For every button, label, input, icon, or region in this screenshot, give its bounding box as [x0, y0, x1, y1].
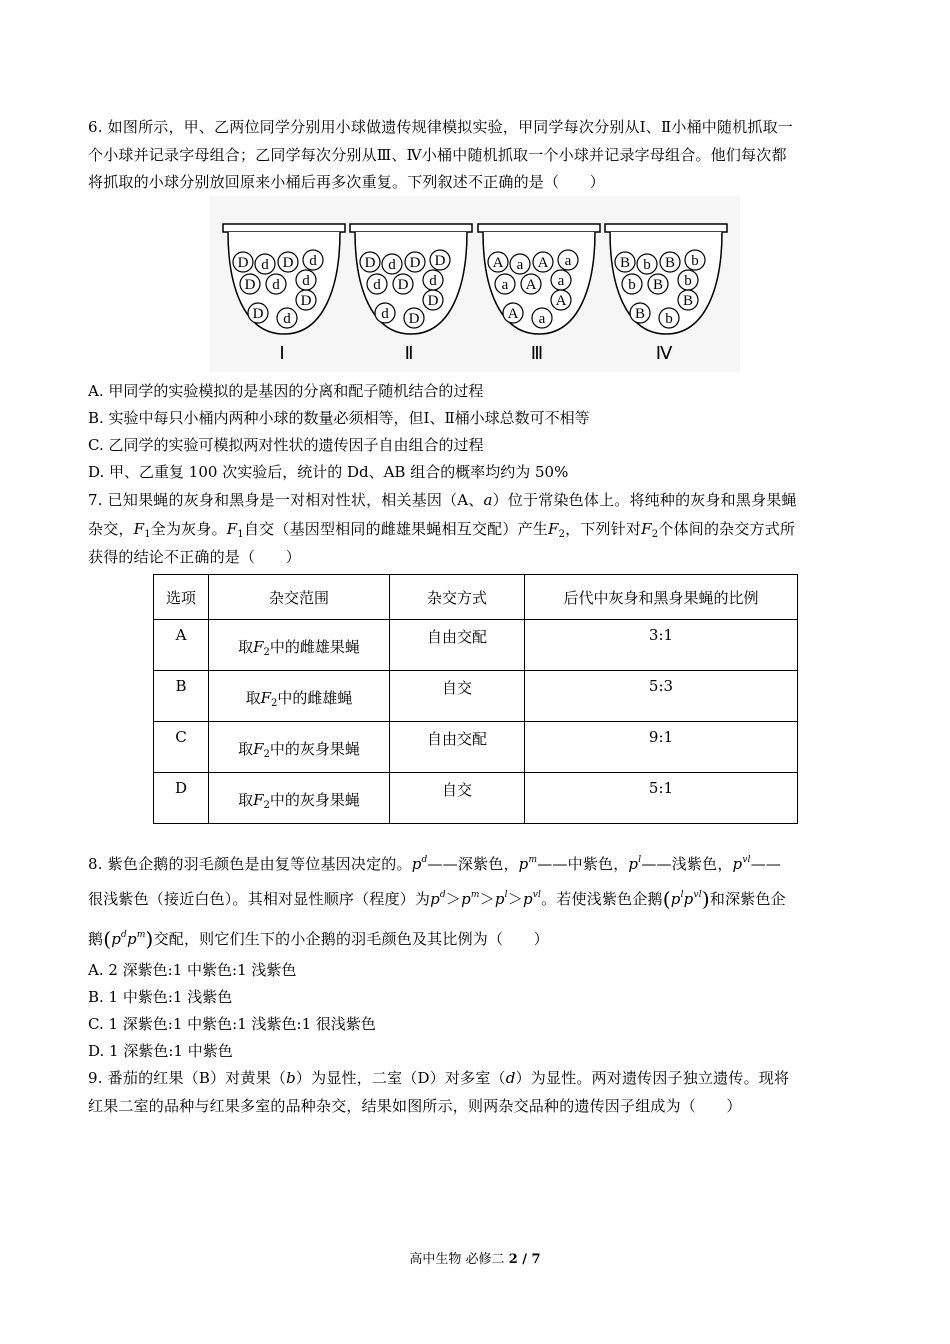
q8-stem-line-1: 8. 紫色企鹅的羽毛颜色是由复等位基因决定的。$p^d——$深紫色，$p^m——$中紫色，$p^l——$浅紫色，$p^{vl}——$: [88, 855, 782, 873]
q6-option-b: B. 实验中每只小桶内两种小球的数量必须相等，但Ⅰ、Ⅱ桶小球总数可不相等: [88, 409, 590, 427]
q7-stem-line-1: 7. 已知果蝇的灰身和黑身是一对相对性状，相关基因（A、a）位于常染色体上。将纯种的灰身和黑身果蝇: [88, 491, 797, 509]
ball-label: b: [691, 253, 699, 269]
ball-label: D: [237, 255, 249, 271]
table-row: [154, 722, 798, 773]
ball-label: d: [261, 257, 269, 273]
q8-option-c: C. 1 深紫色:1 中紫色:1 浅紫色:1 很浅紫色: [88, 1015, 376, 1033]
bucket-rim: [223, 224, 345, 232]
ball-label: d: [429, 273, 437, 289]
ball-label: b: [665, 311, 673, 327]
ball-label: D: [364, 255, 376, 271]
q7-stem-line-3: 获得的结论不正确的是（ ）: [88, 548, 301, 566]
ball-label: b: [643, 257, 651, 273]
ball-label: A: [492, 255, 504, 271]
ball-label: B: [652, 277, 664, 293]
ball-label: D: [434, 253, 446, 269]
table-header: 杂交方式: [390, 575, 525, 620]
ball-label: a: [564, 253, 572, 269]
q8-option-a: A. 2 深紫色:1 中紫色:1 浅紫色: [88, 961, 297, 979]
table-row: [154, 773, 798, 824]
table-header: 选项: [154, 575, 209, 620]
ratio-cell: 5:1: [648, 779, 674, 797]
bucket-rim: [478, 224, 600, 232]
ball-label: d: [302, 273, 310, 289]
range-cell: 取$F_2$中的雌雄蝇: [245, 689, 353, 709]
ball-label: d: [373, 277, 381, 293]
option-cell: B: [175, 677, 187, 695]
option-cell: D: [174, 779, 188, 797]
bucket-rim: [350, 224, 472, 232]
option-cell: A: [175, 626, 187, 644]
bucket-label: Ⅱ: [404, 343, 414, 363]
q9-stem-line-2: 红果二室的品种与红果多室的品种杂交，结果如图所示，则两杂交品种的遗传因子组成为（ ）: [88, 1097, 742, 1115]
ball-label: B: [619, 255, 631, 271]
footer-subject: 高中生物 必修二: [409, 1252, 505, 1267]
ball-label: D: [282, 255, 294, 271]
q6-option-a: A. 甲同学的实验模拟的是基因的分离和配子随机结合的过程: [88, 382, 484, 400]
method-cell: 自交: [441, 781, 472, 799]
table-row: [154, 671, 798, 722]
ball-label: a: [501, 277, 509, 293]
table-header: 杂交范围: [209, 575, 390, 620]
bucket-label: Ⅰ: [279, 343, 285, 363]
ball-label: A: [507, 306, 519, 322]
ball-label: A: [555, 293, 567, 309]
ball-label: B: [664, 255, 676, 271]
table-row: [154, 620, 798, 671]
ratio-cell: 9:1: [648, 728, 674, 746]
ball-label: b: [628, 277, 636, 293]
ratio-cell: 5:3: [648, 677, 674, 695]
q6-option-d: D. 甲、乙重复 100 次实验后，统计的 Dd、AB 组合的概率均约为 50%: [88, 463, 569, 481]
ratio-cell: 3:1: [648, 626, 674, 644]
q6-stem-line-1: 6. 如图所示，甲、乙两位同学分别用小球做遗传规律模拟实验，甲同学每次分别从Ⅰ、Ⅱ小桶中随机抓取一: [88, 118, 794, 136]
ball-label: a: [557, 273, 565, 289]
q7-stem-line-2: 杂交，$F_1$全为灰身。$F_1$自交（基因型相同的雌雄果蝇相互交配）产生$F_2$，下列针对$F_2$个体间的杂交方式所: [88, 520, 796, 540]
ball-label: d: [283, 311, 291, 327]
ball-label: B: [682, 293, 694, 309]
ball-label: d: [309, 253, 317, 269]
table-header: 后代中灰身和黑身果蝇的比例: [525, 575, 798, 620]
q8-option-d: D. 1 深紫色:1 中紫色: [88, 1042, 233, 1060]
ball-label: A: [525, 277, 537, 293]
q6-stem-line-3: 将抓取的小球分别放回原来小桶后再多次重复。下列叙述不正确的是（ ）: [88, 173, 605, 191]
method-cell: 自由交配: [426, 730, 487, 748]
ball-label: A: [537, 255, 549, 271]
ball-label: a: [538, 311, 546, 327]
method-cell: 自交: [441, 679, 472, 697]
page-footer: [0, 1248, 950, 1267]
q6-option-c: C. 乙同学的实验可模拟两对性状的遗传因子自由组合的过程: [88, 436, 484, 454]
range-cell: 取$F_2$中的灰身果蝇: [238, 740, 360, 760]
cross-results-table: [153, 574, 798, 824]
ball-label: d: [381, 306, 389, 322]
ball-label: D: [300, 293, 312, 309]
ball-label: D: [397, 277, 409, 293]
ball-label: D: [427, 293, 439, 309]
table-header-row: [154, 575, 798, 620]
ball-label: D: [244, 277, 256, 293]
method-cell: 自由交配: [426, 628, 487, 646]
ball-label: b: [684, 273, 692, 289]
q9-stem-line-1: 9. 番茄的红果（B）对黄果（b）为显性，二室（D）对多室（d）为显性。两对遗传因子独立遗传。现将: [88, 1069, 790, 1087]
ball-label: d: [388, 257, 396, 273]
ball-label: d: [272, 277, 280, 293]
ball-label: D: [409, 255, 421, 271]
ball-label: D: [252, 306, 264, 322]
range-cell: 取$F_2$中的雌雄果蝇: [238, 638, 360, 658]
bucket-label: Ⅲ: [530, 343, 544, 363]
q8-stem-line-3: 鹅$(p^dp^m)$交配，则它们生下的小企鹅的羽毛颜色及其比例为（ ）: [88, 927, 549, 951]
option-cell: C: [175, 728, 187, 746]
q8-stem-line-2: 很浅紫色（接近白色）。其相对显性顺序（程度）为$p^d>p^m>p^l>p^{vl}$。若使浅紫色企鹅$(p^lp^{vl})$和深紫色企: [88, 887, 786, 911]
q8-option-b: B. 1 中紫色:1 浅紫色: [88, 988, 233, 1006]
bucket-rim: [605, 224, 727, 232]
footer-page-number: 2 / 7: [508, 1252, 541, 1267]
bucket-label: Ⅳ: [655, 343, 673, 363]
q6-stem-line-2: 个小球并记录字母组合；乙同学每次分别从Ⅲ、Ⅳ小桶中随机抓取一个小球并记录字母组合。他们每次都: [88, 146, 787, 164]
ball-label: B: [634, 306, 646, 322]
range-cell: 取$F_2$中的灰身果蝇: [238, 791, 360, 811]
buckets-figure: [210, 196, 740, 372]
ball-label: a: [516, 257, 524, 273]
ball-label: D: [408, 311, 420, 327]
